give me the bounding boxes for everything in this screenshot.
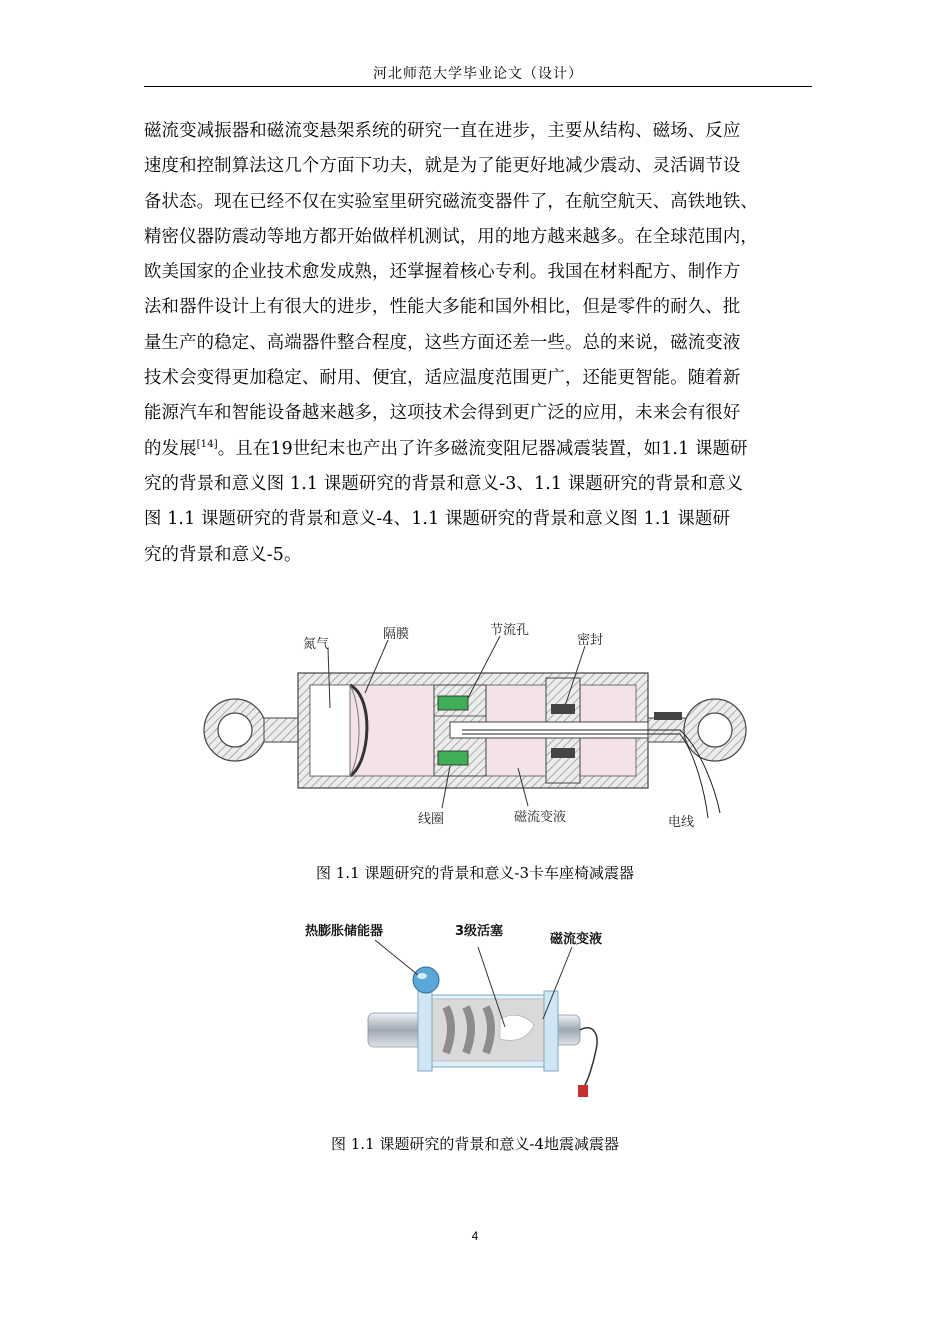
- text-line: 究的背景和意义-5。: [144, 544, 302, 565]
- label-wire: 电线: [668, 815, 695, 830]
- coil-lower: [438, 751, 468, 765]
- text-line: 图 1.1 课题研究的背景和意义-4、1.1 课题研究的背景和意义图 1.1 课题研: [144, 509, 731, 530]
- label-mr-fluid: 磁流变液: [514, 810, 567, 825]
- text-line: 速度和控制算法这几个方面下功夫，就是为了能更好地减少震动、灵活调节设: [144, 156, 741, 177]
- text-segment: 的发展: [144, 438, 197, 459]
- text-line: 究的背景和意义图 1.1 课题研究的背景和意义-3、1.1 课题研究的背景和意义: [144, 473, 744, 494]
- text-line: 欧美国家的企业技术愈发成熟，还掌握着核心专利。我国在材料配方、制作方: [144, 262, 741, 283]
- text-segment: 。且在19世纪末也产出了许多磁流变阻尼器减震装置，如1.1 课题研: [217, 438, 748, 459]
- body-paragraph: [144, 114, 812, 573]
- text-line: 能源汽车和智能设备越来越多，这项技术会得到更广泛的应用，未来会有很好: [144, 403, 741, 424]
- citation-ref[interactable]: [14]: [196, 438, 218, 450]
- text-line: 技术会变得更加稳定、耐用、便宜，适应温度范围更广，还能更智能。随着新: [144, 368, 741, 389]
- cable: [580, 1028, 597, 1087]
- label-coil: 线圈: [418, 812, 445, 827]
- page-header: 河北师范大学毕业论文（设计）: [373, 66, 583, 82]
- seismic-damper-diagram: [300, 915, 640, 1105]
- text-line: [144, 432, 812, 467]
- label-nitrogen: 氮气: [303, 637, 330, 652]
- text-line: 磁流变减振器和磁流变悬架系统的研究一直在进步，主要从结构、磁场、反应: [144, 121, 741, 141]
- text-line: 精密仪器防震动等地方都开始做样机测试，用的地方越来越多。在全球范围内，: [144, 226, 758, 247]
- header-rule: [144, 86, 812, 87]
- figure-caption-2: 图 1.1 课题研究的背景和意义-4地震减震器: [330, 1135, 619, 1153]
- coil-upper: [438, 696, 468, 710]
- mr-damper-diagram: [200, 618, 760, 838]
- figure-caption-1: 图 1.1 课题研究的背景和意义-3卡车座椅减震器: [315, 864, 634, 882]
- text-line: 法和器件设计上有很大的进步，性能大多能和国外相比，但是零件的耐久、批: [144, 297, 741, 318]
- accumulator-ball: [413, 967, 439, 993]
- label-orifice: 节流孔: [490, 623, 530, 638]
- label-mr-fluid-2: 磁流变液: [550, 932, 603, 947]
- label-accumulator: 热膨胀储能器: [305, 924, 384, 939]
- label-diaphragm: 隔膜: [383, 627, 410, 642]
- label-seal: 密封: [577, 633, 604, 648]
- text-line: 备状态。现在已经不仅在实验室里研究磁流变器件了，在航空航天、高铁地铁、: [144, 191, 758, 212]
- page-number: 4: [471, 1229, 479, 1243]
- label-piston: 3级活塞: [455, 924, 504, 939]
- text-line: 量生产的稳定、高端器件整合程度，这些方面还差一些。总的来说，磁流变液: [144, 332, 741, 353]
